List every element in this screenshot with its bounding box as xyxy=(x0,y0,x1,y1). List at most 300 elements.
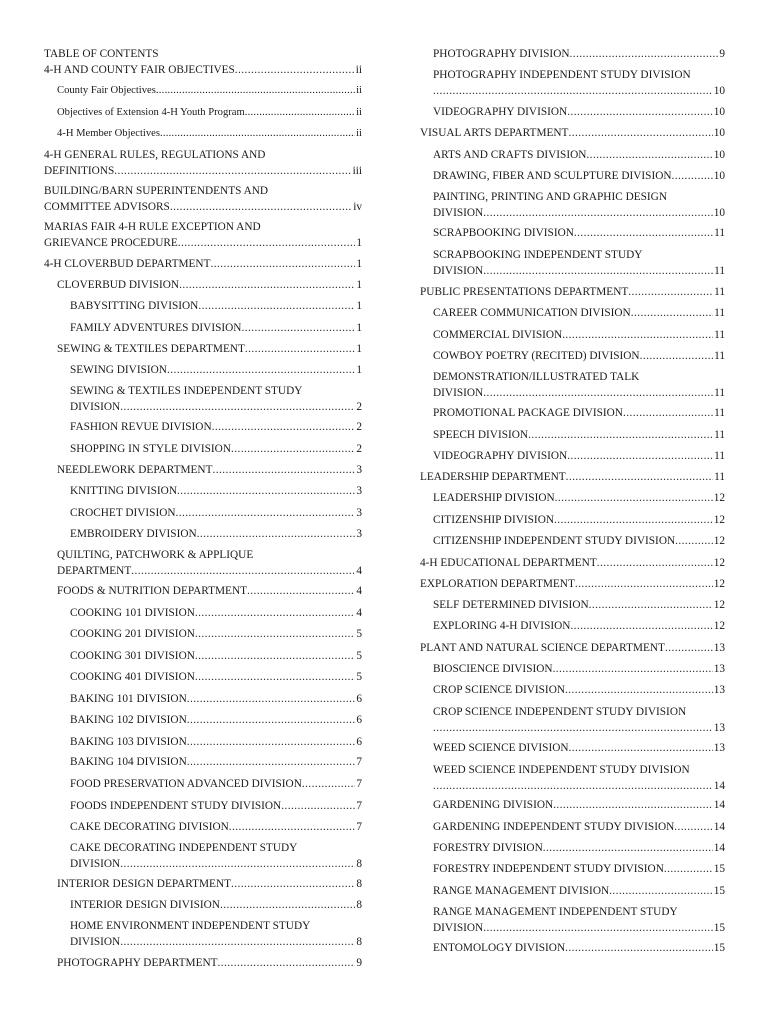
toc-entry-title: KNITTING DIVISION xyxy=(70,485,177,497)
toc-entry-row xyxy=(70,505,362,521)
toc-entry-line: SCRAPBOOKING INDEPENDENT STUDY xyxy=(433,249,643,261)
toc-entry-row xyxy=(433,840,725,856)
dot-leader xyxy=(664,861,713,877)
dot-leader xyxy=(195,648,355,664)
toc-entry[interactable] xyxy=(70,712,362,728)
dot-leader xyxy=(433,83,713,99)
toc-entry-title: DIVISION xyxy=(70,858,121,870)
toc-entry-row xyxy=(433,205,725,221)
toc-page-number: ii xyxy=(355,64,362,76)
toc-page-number: 15 xyxy=(713,942,725,954)
toc-entry-row xyxy=(70,626,362,642)
toc-entry[interactable] xyxy=(57,547,362,579)
toc-entry[interactable] xyxy=(433,490,725,506)
dot-leader xyxy=(179,277,355,293)
toc-entry[interactable] xyxy=(433,67,725,99)
toc-entry-row xyxy=(70,605,362,621)
dot-leader xyxy=(566,469,713,485)
toc-entry-row xyxy=(433,490,725,506)
toc-entry[interactable] xyxy=(70,362,362,378)
toc-entry-row xyxy=(420,640,725,656)
toc-page-number: 2 xyxy=(356,421,362,433)
toc-entry[interactable] xyxy=(70,754,362,770)
toc-page-number: 15 xyxy=(713,885,725,897)
toc-entry-row xyxy=(70,648,362,664)
dot-leader xyxy=(543,840,713,856)
dot-leader xyxy=(565,940,713,956)
toc-page-number: 9 xyxy=(719,48,725,60)
toc-entry[interactable] xyxy=(57,83,362,99)
toc-entry-row xyxy=(70,712,362,728)
toc-entry-title: SEWING DIVISION xyxy=(70,364,167,376)
toc-entry[interactable] xyxy=(420,469,725,485)
toc-entry[interactable] xyxy=(57,955,362,971)
dot-leader xyxy=(156,83,355,99)
toc-page-number: 5 xyxy=(356,650,362,662)
toc-page-number: 6 xyxy=(356,736,362,748)
dot-leader xyxy=(433,778,713,794)
toc-entry[interactable] xyxy=(57,105,362,121)
toc-entry-title: SEWING & TEXTILES DEPARTMENT xyxy=(57,343,245,355)
toc-entry[interactable] xyxy=(57,583,362,599)
dot-leader xyxy=(195,605,355,621)
toc-entry-row xyxy=(57,105,362,121)
toc-entry-title: FOODS INDEPENDENT STUDY DIVISION xyxy=(70,800,282,812)
toc-page-number: 14 xyxy=(713,780,725,792)
dot-leader xyxy=(241,320,355,336)
toc-entry-line: MARIAS FAIR 4-H RULE EXCEPTION AND xyxy=(44,221,261,233)
toc-entry[interactable] xyxy=(433,147,725,163)
toc-page-number: 13 xyxy=(713,722,725,734)
toc-entry-line: DEMONSTRATION/ILLUSTRATED TALK xyxy=(433,371,640,383)
toc-page-number: 11 xyxy=(714,450,725,462)
toc-page-number: 12 xyxy=(713,620,725,632)
toc-page-number: ii xyxy=(356,128,362,139)
dot-leader xyxy=(198,298,355,314)
toc-entry[interactable] xyxy=(70,819,362,835)
toc-entry[interactable] xyxy=(433,861,725,877)
dot-leader xyxy=(245,105,355,121)
toc-entry[interactable] xyxy=(433,940,725,956)
toc-entry-title: COOKING 201 DIVISION xyxy=(70,628,195,640)
toc-entry-line: WEED SCIENCE INDEPENDENT STUDY DIVISION xyxy=(433,764,690,776)
toc-page-number: 14 xyxy=(713,799,725,811)
toc-page-number: 1 xyxy=(356,279,362,291)
dot-leader xyxy=(195,626,355,642)
toc-page-number: 14 xyxy=(713,821,725,833)
toc-page-number: 5 xyxy=(356,671,362,683)
toc-entry-row xyxy=(57,462,362,478)
toc-entry[interactable] xyxy=(433,840,725,856)
toc-entry-row xyxy=(433,920,725,936)
toc-entry[interactable] xyxy=(44,219,362,251)
dot-leader xyxy=(675,533,713,549)
toc-entry-line: SEWING & TEXTILES INDEPENDENT STUDY xyxy=(70,385,303,397)
toc-entry-row xyxy=(70,691,362,707)
toc-entry-title: DIVISION xyxy=(433,387,484,399)
toc-entry[interactable] xyxy=(70,669,362,685)
toc-entry-row xyxy=(433,104,725,120)
toc-entry[interactable] xyxy=(70,383,362,415)
dot-leader xyxy=(245,341,355,357)
toc-entry[interactable] xyxy=(433,661,725,677)
toc-entry[interactable] xyxy=(433,597,725,613)
toc-entry-row xyxy=(57,277,362,293)
toc-entry-title: FORESTRY INDEPENDENT STUDY DIVISION xyxy=(433,863,664,875)
dot-leader xyxy=(567,448,713,464)
dot-leader xyxy=(167,362,355,378)
toc-entry-line: CAKE DECORATING INDEPENDENT STUDY xyxy=(70,842,298,854)
toc-entry[interactable] xyxy=(57,277,362,293)
dot-leader xyxy=(131,563,355,579)
toc-entry-row xyxy=(433,427,725,443)
toc-entry-row xyxy=(433,597,725,613)
toc-entry[interactable] xyxy=(433,405,725,421)
toc-entry[interactable] xyxy=(70,691,362,707)
toc-entry-title: GARDENING INDEPENDENT STUDY DIVISION xyxy=(433,821,675,833)
toc-entry[interactable] xyxy=(420,284,725,300)
toc-entry-title: FOOD PRESERVATION ADVANCED DIVISION xyxy=(70,778,302,790)
toc-entry-row xyxy=(433,305,725,321)
toc-entry-row xyxy=(70,320,362,336)
toc-page-number: 1 xyxy=(356,364,362,376)
dot-leader xyxy=(120,934,355,950)
toc-page-number: 11 xyxy=(714,429,725,441)
toc-page-number: 11 xyxy=(714,387,725,399)
toc-entry[interactable] xyxy=(44,183,362,215)
toc-entry[interactable] xyxy=(433,618,725,634)
toc-page-number: 12 xyxy=(713,535,725,547)
toc-entry[interactable] xyxy=(70,505,362,521)
toc-entry-line: 4-H GENERAL RULES, REGULATIONS AND xyxy=(44,149,266,161)
toc-entry-row xyxy=(70,856,362,872)
dot-leader xyxy=(178,235,356,251)
dot-leader xyxy=(567,104,713,120)
toc-entry[interactable] xyxy=(433,46,725,62)
toc-page-number: 3 xyxy=(356,485,362,497)
dot-leader xyxy=(229,819,356,835)
toc-entry[interactable] xyxy=(433,704,725,736)
toc-entry[interactable] xyxy=(57,341,362,357)
toc-entry-title: 4-H CLOVERBUD DEPARTMENT xyxy=(44,258,211,270)
toc-page-number: 1 xyxy=(356,237,362,249)
toc-page-number: 4 xyxy=(356,565,362,577)
dot-leader xyxy=(570,618,712,634)
toc-entry[interactable] xyxy=(433,305,725,321)
toc-page-number: 11 xyxy=(714,227,725,239)
dot-leader xyxy=(553,661,713,677)
toc-entry[interactable] xyxy=(433,427,725,443)
dot-leader xyxy=(565,682,713,698)
toc-entry-row xyxy=(57,876,362,892)
toc-page-number: 12 xyxy=(713,599,725,611)
toc-page-number: 13 xyxy=(713,663,725,675)
toc-entry[interactable] xyxy=(70,918,362,950)
toc-entry[interactable] xyxy=(433,327,725,343)
toc-entry[interactable] xyxy=(433,797,725,813)
dot-leader xyxy=(553,797,713,813)
toc-entry-row xyxy=(70,819,362,835)
toc-entry-line: HOME ENVIRONMENT INDEPENDENT STUDY xyxy=(70,920,311,932)
toc-entry[interactable] xyxy=(70,483,362,499)
toc-entry[interactable] xyxy=(433,883,725,899)
toc-entry[interactable] xyxy=(70,626,362,642)
toc-page-number: 8 xyxy=(356,858,362,870)
toc-page-number: 12 xyxy=(713,557,725,569)
toc-entry-row xyxy=(433,348,725,364)
toc-entry[interactable] xyxy=(433,247,725,279)
toc-entry-row xyxy=(44,199,362,215)
toc-entry-title: CAREER COMMUNICATION DIVISION xyxy=(433,307,631,319)
toc-page-number: 1 xyxy=(356,343,362,355)
toc-page-number: 8 xyxy=(356,899,362,911)
dot-leader xyxy=(281,798,355,814)
dot-leader xyxy=(623,405,713,421)
toc-page-number: 4 xyxy=(356,585,362,597)
toc-entry-title: PLANT AND NATURAL SCIENCE DEPARTMENT xyxy=(420,642,665,654)
toc-entry[interactable] xyxy=(70,441,362,457)
toc-entry-title: VISUAL ARTS DEPARTMENT xyxy=(420,127,569,139)
toc-entry[interactable] xyxy=(433,369,725,401)
toc-entry[interactable] xyxy=(57,126,362,142)
toc-page-number: 6 xyxy=(356,693,362,705)
toc-entry[interactable] xyxy=(70,840,362,872)
dot-leader xyxy=(528,427,713,443)
toc-entry-title: SCRAPBOOKING DIVISION xyxy=(433,227,574,239)
toc-entry-title: BIOSCIENCE DIVISION xyxy=(433,663,553,675)
toc-entry-title: CROCHET DIVISION xyxy=(70,507,176,519)
toc-entry-title: EXPLORING 4-H DIVISION xyxy=(433,620,571,632)
toc-entry-title: COOKING 301 DIVISION xyxy=(70,650,195,662)
toc-entry[interactable] xyxy=(420,576,725,592)
toc-entry-row xyxy=(433,940,725,956)
toc-entry-title: BAKING 102 DIVISION xyxy=(70,714,187,726)
toc-entry[interactable] xyxy=(433,533,725,549)
toc-entry-title: VIDEOGRAPHY DIVISION xyxy=(433,450,568,462)
dot-leader xyxy=(483,385,713,401)
toc-entry-row xyxy=(433,327,725,343)
toc-title: TABLE OF CONTENTS xyxy=(44,48,159,60)
dot-leader xyxy=(187,712,356,728)
toc-page-number: 13 xyxy=(713,742,725,754)
dot-leader xyxy=(555,490,713,506)
toc-entry-title: GRIEVANCE PROCEDURE xyxy=(44,237,178,249)
toc-page-number: 7 xyxy=(356,800,362,812)
toc-entry-title: ENTOMOLOGY DIVISION xyxy=(433,942,566,954)
toc-page-number: iv xyxy=(353,201,362,213)
toc-entry-row xyxy=(433,778,725,794)
toc-entry-row xyxy=(433,405,725,421)
toc-entry-title: Objectives of Extension 4-H Youth Program xyxy=(57,107,245,118)
toc-entry-title: 4-H EDUCATIONAL DEPARTMENT xyxy=(420,557,597,569)
toc-entry-row xyxy=(433,263,725,279)
toc-entry-row xyxy=(57,341,362,357)
toc-entry-row xyxy=(433,448,725,464)
toc-entry-row xyxy=(433,385,725,401)
toc-entry[interactable] xyxy=(57,876,362,892)
toc-page-number: 13 xyxy=(713,684,725,696)
toc-entry[interactable] xyxy=(44,256,362,272)
toc-page-number: 9 xyxy=(356,957,362,969)
toc-entry-title: SHOPPING IN STYLE DIVISION xyxy=(70,443,231,455)
dot-leader xyxy=(483,920,713,936)
toc-entry-title: COOKING 101 DIVISION xyxy=(70,607,195,619)
dot-leader xyxy=(187,754,356,770)
toc-page-number: 7 xyxy=(356,756,362,768)
toc-page-number: 11 xyxy=(714,307,725,319)
toc-entry-row xyxy=(70,754,362,770)
toc-entry-title: EXPLORATION DEPARTMENT xyxy=(420,578,575,590)
toc-entry-title: ARTS AND CRAFTS DIVISION xyxy=(433,149,587,161)
toc-entry-line: BUILDING/BARN SUPERINTENDENTS AND xyxy=(44,185,269,197)
toc-entry-row xyxy=(70,669,362,685)
toc-entry-row xyxy=(433,533,725,549)
dot-leader xyxy=(574,225,713,241)
toc-entry-row xyxy=(433,661,725,677)
toc-entry-title: DIVISION xyxy=(70,401,121,413)
toc-entry[interactable] xyxy=(70,648,362,664)
toc-page-number: 2 xyxy=(356,443,362,455)
toc-entry[interactable] xyxy=(44,147,362,179)
toc-entry[interactable] xyxy=(44,62,362,78)
dot-leader xyxy=(177,483,355,499)
dot-leader xyxy=(575,576,713,592)
toc-entry[interactable] xyxy=(433,225,725,241)
toc-entry[interactable] xyxy=(433,682,725,698)
toc-entry[interactable] xyxy=(433,762,725,794)
toc-page-number: 11 xyxy=(714,286,725,298)
dot-leader xyxy=(247,583,355,599)
toc-entry-title: GARDENING DIVISION xyxy=(433,799,554,811)
toc-entry[interactable] xyxy=(433,348,725,364)
toc-entry-title: FASHION REVUE DIVISION xyxy=(70,421,212,433)
toc-entry-title: FORESTRY DIVISION xyxy=(433,842,543,854)
toc-page-number: 10 xyxy=(713,170,725,182)
toc-entry-title: CAKE DECORATING DIVISION xyxy=(70,821,229,833)
toc-entry-title: DIVISION xyxy=(433,265,484,277)
toc-entry-title: NEEDLEWORK DEPARTMENT xyxy=(57,464,213,476)
dot-leader xyxy=(483,263,713,279)
toc-entry-row xyxy=(420,125,725,141)
toc-entry-title: PHOTOGRAPHY DEPARTMENT xyxy=(57,957,218,969)
toc-entry[interactable] xyxy=(433,819,725,835)
toc-entry-row xyxy=(70,362,362,378)
toc-entry[interactable] xyxy=(70,734,362,750)
dot-leader xyxy=(562,327,713,343)
toc-entry-title: RANGE MANAGEMENT DIVISION xyxy=(433,885,610,897)
toc-entry[interactable] xyxy=(433,448,725,464)
toc-entry-row xyxy=(70,399,362,415)
dot-leader xyxy=(187,691,356,707)
dot-leader xyxy=(609,883,713,899)
dot-leader xyxy=(554,512,713,528)
toc-entry-row xyxy=(70,734,362,750)
toc-page-number: 11 xyxy=(714,471,725,483)
toc-entry-title: PUBLIC PRESENTATIONS DEPARTMENT xyxy=(420,286,629,298)
toc-entry[interactable] xyxy=(70,320,362,336)
toc-entry[interactable] xyxy=(420,555,725,571)
toc-entry[interactable] xyxy=(420,125,725,141)
dot-leader xyxy=(176,505,356,521)
toc-page-number: 7 xyxy=(356,778,362,790)
toc-entry-row xyxy=(433,682,725,698)
toc-entry-row xyxy=(57,83,362,99)
toc-entry-row xyxy=(70,897,362,913)
dot-leader xyxy=(631,305,713,321)
toc-entry-row xyxy=(70,298,362,314)
toc-entry-title: COMMERCIAL DIVISION xyxy=(433,329,563,341)
toc-entry[interactable] xyxy=(420,640,725,656)
dot-leader xyxy=(640,348,714,364)
toc-entry[interactable] xyxy=(433,189,725,221)
toc-entry[interactable] xyxy=(70,798,362,814)
toc-entry[interactable] xyxy=(433,104,725,120)
toc-entry-title: CITIZENSHIP DIVISION xyxy=(433,514,555,526)
dot-leader xyxy=(569,740,713,756)
toc-page-number: 1 xyxy=(356,300,362,312)
toc-entry-title: LEADERSHIP DIVISION xyxy=(433,492,555,504)
toc-entry-row xyxy=(44,163,362,179)
toc-page-number: 6 xyxy=(356,714,362,726)
toc-page-number: 14 xyxy=(713,842,725,854)
toc-entry-row xyxy=(433,740,725,756)
toc-entry[interactable] xyxy=(433,512,725,528)
toc-entry-row xyxy=(44,256,362,272)
toc-entry-row xyxy=(57,955,362,971)
toc-entry[interactable] xyxy=(433,904,725,936)
toc-entry[interactable] xyxy=(70,776,362,792)
toc-entry[interactable] xyxy=(433,740,725,756)
toc-entry-row xyxy=(433,46,725,62)
toc-entry[interactable] xyxy=(70,605,362,621)
toc-page-number: 3 xyxy=(356,528,362,540)
toc-page-number: ii xyxy=(356,107,362,118)
toc-entry-line: PAINTING, PRINTING AND GRAPHIC DESIGN xyxy=(433,191,668,203)
toc-entry-row xyxy=(70,526,362,542)
toc-page-number: ii xyxy=(356,85,362,96)
toc-entry-row xyxy=(44,62,362,78)
toc-entry-title: DIVISION xyxy=(70,936,121,948)
toc-page-number: 1 xyxy=(356,322,362,334)
dot-leader xyxy=(231,876,355,892)
toc-page-number: iii xyxy=(352,165,362,177)
toc-page-number: 10 xyxy=(713,149,725,161)
toc-page-number: 3 xyxy=(356,464,362,476)
toc-entry-title: DEPARTMENT xyxy=(57,565,132,577)
toc-entry-row xyxy=(70,441,362,457)
toc-entry-title: County Fair Objectives xyxy=(57,85,156,96)
toc-entry-title: BABYSITTING DIVISION xyxy=(70,300,199,312)
toc-entry-title: COMMITTEE ADVISORS xyxy=(44,201,170,213)
toc-entry-title: CLOVERBUD DIVISION xyxy=(57,279,180,291)
toc-entry[interactable] xyxy=(57,462,362,478)
toc-entry-row xyxy=(433,512,725,528)
toc-entry[interactable] xyxy=(433,168,725,184)
dot-leader xyxy=(187,734,356,750)
toc-entry-row xyxy=(433,225,725,241)
toc-entry-title: CROP SCIENCE DIVISION xyxy=(433,684,566,696)
toc-entry-line: CROP SCIENCE INDEPENDENT STUDY DIVISION xyxy=(433,706,687,718)
toc-entry-row xyxy=(70,934,362,950)
toc-entry[interactable] xyxy=(70,298,362,314)
dot-leader xyxy=(674,819,712,835)
toc-entry[interactable] xyxy=(70,526,362,542)
toc-page-number: 3 xyxy=(356,507,362,519)
toc-entry[interactable] xyxy=(70,419,362,435)
toc-entry[interactable] xyxy=(70,897,362,913)
toc-page-number: 13 xyxy=(713,642,725,654)
toc-entry-title: DIVISION xyxy=(433,207,484,219)
